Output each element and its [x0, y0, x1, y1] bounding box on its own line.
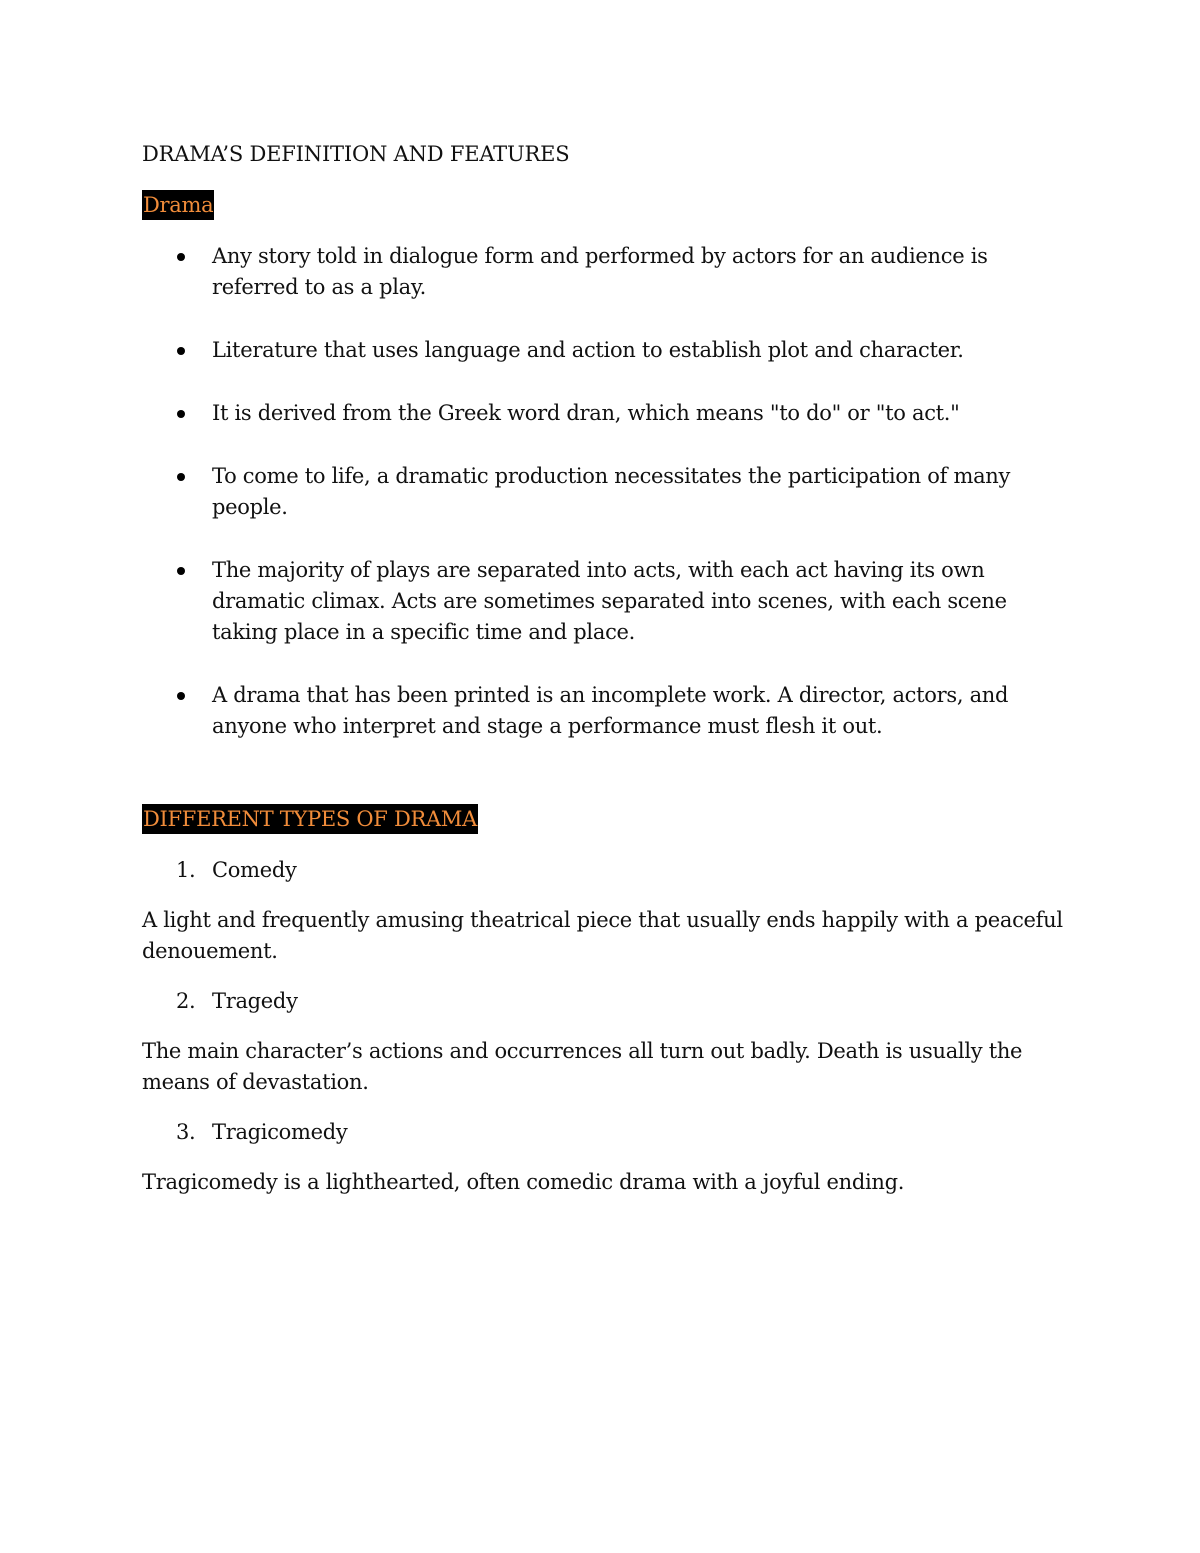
feature-text: A drama that has been printed is an incomplete work. A director, actors, and anyone who interpret and stage a performance must flesh it out. [212, 683, 1009, 738]
feature-text: To come to life, a dramatic production necessitates the participation of many people. [212, 464, 1011, 519]
type-number: 1. [176, 858, 196, 882]
drama-heading [142, 190, 1072, 221]
drama-heading-highlight: Drama [142, 190, 214, 220]
bullet-icon [177, 410, 185, 418]
type-description-comedy: A light and frequently amusing theatrical piece that usually ends happily with a peaceful denouement. [142, 908, 1063, 963]
feature-text: It is derived from the Greek word dran, which means "to do" or "to act." [212, 401, 960, 425]
bullet-icon [177, 473, 185, 481]
bullet-icon [177, 567, 185, 575]
feature-text: Literature that uses language and action to establish plot and character. [212, 338, 964, 362]
list-item [142, 680, 1072, 742]
bullet-icon [177, 253, 185, 261]
features-list [142, 241, 1072, 742]
bullet-icon [177, 347, 185, 355]
document-page [142, 139, 1072, 1217]
type-number: 2. [176, 989, 196, 1013]
document-title: DRAMA’S DEFINITION AND FEATURES [142, 142, 570, 166]
type-item-tragicomedy [142, 1117, 1072, 1148]
list-item [142, 335, 1072, 366]
type-number: 3. [176, 1120, 196, 1144]
list-item [142, 241, 1072, 303]
feature-text: The majority of plays are separated into acts, with each act having its own dramatic climax. Acts are sometimes separated into scenes, with each scene taking place in a specific time and place. [212, 558, 1007, 644]
type-description-tragedy: The main character’s actions and occurrences all turn out badly. Death is usually the means of devastation. [142, 1039, 1023, 1094]
type-item-tragedy [142, 986, 1072, 1017]
type-name: Comedy [212, 858, 297, 882]
list-item [142, 398, 1072, 429]
type-name: Tragicomedy [212, 1120, 348, 1144]
types-heading-highlight: DIFFERENT TYPES OF DRAMA [142, 804, 478, 834]
list-item [142, 555, 1072, 648]
type-description-tragicomedy: Tragicomedy is a lighthearted, often comedic drama with a joyful ending. [142, 1170, 905, 1194]
type-name: Tragedy [212, 989, 298, 1013]
types-heading [142, 804, 1072, 835]
bullet-icon [177, 692, 185, 700]
feature-text: Any story told in dialogue form and performed by actors for an audience is referred to as a play. [212, 244, 988, 299]
type-item-comedy [142, 855, 1072, 886]
list-item [142, 461, 1072, 523]
